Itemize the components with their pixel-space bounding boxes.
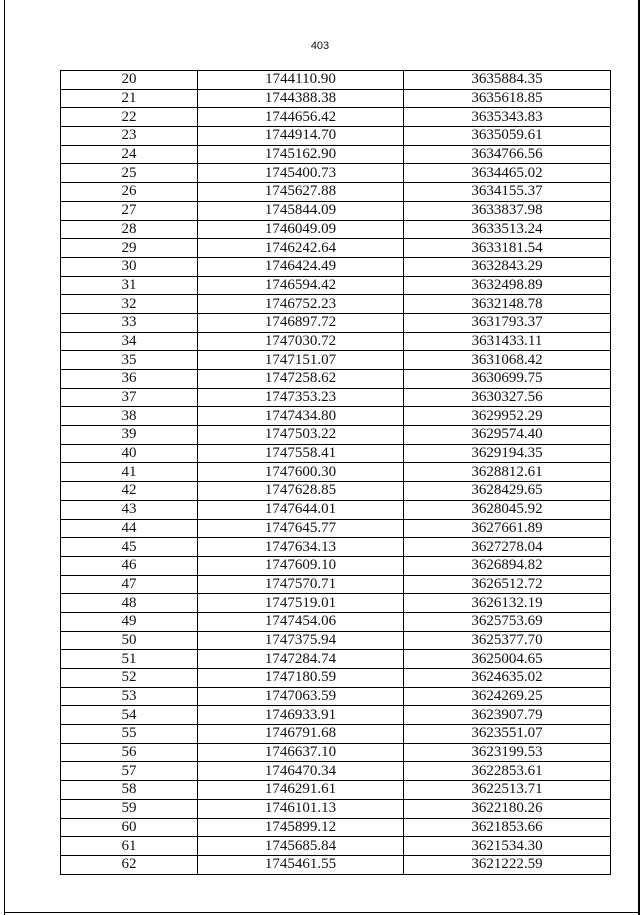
x-coordinate-cell: 1747570.71 [198, 575, 404, 594]
table-row [61, 370, 611, 389]
point-number-cell: 51 [61, 650, 198, 669]
table-row [61, 482, 611, 501]
y-coordinate-cell: 3631793.37 [404, 313, 611, 332]
table-row [61, 781, 611, 800]
y-coordinate-cell: 3634155.37 [404, 183, 611, 202]
table-row [61, 295, 611, 314]
table-row [61, 313, 611, 332]
point-number-cell: 24 [61, 145, 198, 164]
point-number-cell: 31 [61, 276, 198, 295]
x-coordinate-cell: 1747628.85 [198, 482, 404, 501]
y-coordinate-cell: 3626512.72 [404, 575, 611, 594]
y-coordinate-cell: 3635059.61 [404, 127, 611, 146]
y-coordinate-cell: 3629574.40 [404, 426, 611, 445]
point-number-cell: 48 [61, 594, 198, 613]
table-row [61, 164, 611, 183]
point-number-cell: 33 [61, 313, 198, 332]
x-coordinate-cell: 1746470.34 [198, 762, 404, 781]
point-number-cell: 62 [61, 855, 198, 874]
table-row [61, 145, 611, 164]
table-row [61, 108, 611, 127]
x-coordinate-cell: 1746637.10 [198, 743, 404, 762]
point-number-cell: 29 [61, 239, 198, 258]
y-coordinate-cell: 3635343.83 [404, 108, 611, 127]
table-row [61, 762, 611, 781]
coordinates-table-body [61, 71, 611, 875]
y-coordinate-cell: 3627278.04 [404, 538, 611, 557]
point-number-cell: 36 [61, 370, 198, 389]
y-coordinate-cell: 3621853.66 [404, 818, 611, 837]
table-row [61, 612, 611, 631]
table-row [61, 631, 611, 650]
x-coordinate-cell: 1744656.42 [198, 108, 404, 127]
y-coordinate-cell: 3623199.53 [404, 743, 611, 762]
point-number-cell: 41 [61, 463, 198, 482]
table-row [61, 257, 611, 276]
y-coordinate-cell: 3633513.24 [404, 220, 611, 239]
y-coordinate-cell: 3622513.71 [404, 781, 611, 800]
x-coordinate-cell: 1747600.30 [198, 463, 404, 482]
y-coordinate-cell: 3623907.79 [404, 706, 611, 725]
x-coordinate-cell: 1746752.23 [198, 295, 404, 314]
y-coordinate-cell: 3625377.70 [404, 631, 611, 650]
x-coordinate-cell: 1746242.64 [198, 239, 404, 258]
y-coordinate-cell: 3633181.54 [404, 239, 611, 258]
x-coordinate-cell: 1746424.49 [198, 257, 404, 276]
y-coordinate-cell: 3622853.61 [404, 762, 611, 781]
x-coordinate-cell: 1746049.09 [198, 220, 404, 239]
point-number-cell: 26 [61, 183, 198, 202]
point-number-cell: 44 [61, 519, 198, 538]
coordinates-table [60, 70, 611, 875]
x-coordinate-cell: 1746291.61 [198, 781, 404, 800]
x-coordinate-cell: 1745400.73 [198, 164, 404, 183]
y-coordinate-cell: 3630699.75 [404, 370, 611, 389]
point-number-cell: 50 [61, 631, 198, 650]
x-coordinate-cell: 1744388.38 [198, 89, 404, 108]
table-row [61, 519, 611, 538]
table-row [61, 687, 611, 706]
point-number-cell: 57 [61, 762, 198, 781]
point-number-cell: 30 [61, 257, 198, 276]
x-coordinate-cell: 1746791.68 [198, 725, 404, 744]
y-coordinate-cell: 3631433.11 [404, 332, 611, 351]
table-row [61, 575, 611, 594]
table-row [61, 276, 611, 295]
table-row [61, 594, 611, 613]
y-coordinate-cell: 3634465.02 [404, 164, 611, 183]
x-coordinate-cell: 1747180.59 [198, 669, 404, 688]
x-coordinate-cell: 1747258.62 [198, 370, 404, 389]
point-number-cell: 46 [61, 556, 198, 575]
point-number-cell: 54 [61, 706, 198, 725]
y-coordinate-cell: 3635618.85 [404, 89, 611, 108]
point-number-cell: 59 [61, 799, 198, 818]
table-row [61, 725, 611, 744]
table-row [61, 500, 611, 519]
x-coordinate-cell: 1747645.77 [198, 519, 404, 538]
x-coordinate-cell: 1747063.59 [198, 687, 404, 706]
x-coordinate-cell: 1747644.01 [198, 500, 404, 519]
page-number: 403 [310, 40, 330, 52]
point-number-cell: 40 [61, 444, 198, 463]
y-coordinate-cell: 3622180.26 [404, 799, 611, 818]
y-coordinate-cell: 3628045.92 [404, 500, 611, 519]
x-coordinate-cell: 1746897.72 [198, 313, 404, 332]
x-coordinate-cell: 1747558.41 [198, 444, 404, 463]
point-number-cell: 47 [61, 575, 198, 594]
y-coordinate-cell: 3628429.65 [404, 482, 611, 501]
y-coordinate-cell: 3634766.56 [404, 145, 611, 164]
x-coordinate-cell: 1746933.91 [198, 706, 404, 725]
x-coordinate-cell: 1747353.23 [198, 388, 404, 407]
point-number-cell: 21 [61, 89, 198, 108]
table-row [61, 388, 611, 407]
point-number-cell: 58 [61, 781, 198, 800]
table-row [61, 71, 611, 90]
point-number-cell: 35 [61, 351, 198, 370]
x-coordinate-cell: 1746594.42 [198, 276, 404, 295]
x-coordinate-cell: 1745899.12 [198, 818, 404, 837]
table-row [61, 407, 611, 426]
point-number-cell: 43 [61, 500, 198, 519]
point-number-cell: 45 [61, 538, 198, 557]
y-coordinate-cell: 3628812.61 [404, 463, 611, 482]
x-coordinate-cell: 1744110.90 [198, 71, 404, 90]
table-row [61, 426, 611, 445]
x-coordinate-cell: 1747634.13 [198, 538, 404, 557]
table-row [61, 706, 611, 725]
table-row [61, 837, 611, 856]
x-coordinate-cell: 1747030.72 [198, 332, 404, 351]
table-row [61, 127, 611, 146]
point-number-cell: 38 [61, 407, 198, 426]
point-number-cell: 23 [61, 127, 198, 146]
point-number-cell: 37 [61, 388, 198, 407]
table-row [61, 743, 611, 762]
table-row [61, 650, 611, 669]
y-coordinate-cell: 3625004.65 [404, 650, 611, 669]
table-row [61, 799, 611, 818]
table-row [61, 538, 611, 557]
x-coordinate-cell: 1744914.70 [198, 127, 404, 146]
table-row [61, 220, 611, 239]
table-row [61, 556, 611, 575]
x-coordinate-cell: 1747519.01 [198, 594, 404, 613]
point-number-cell: 49 [61, 612, 198, 631]
point-number-cell: 25 [61, 164, 198, 183]
table-row [61, 444, 611, 463]
page-edge-bottom [4, 912, 640, 913]
point-number-cell: 61 [61, 837, 198, 856]
x-coordinate-cell: 1745162.90 [198, 145, 404, 164]
y-coordinate-cell: 3632148.78 [404, 295, 611, 314]
y-coordinate-cell: 3632498.89 [404, 276, 611, 295]
table-row [61, 89, 611, 108]
table-row [61, 351, 611, 370]
y-coordinate-cell: 3624269.25 [404, 687, 611, 706]
y-coordinate-cell: 3624635.02 [404, 669, 611, 688]
point-number-cell: 34 [61, 332, 198, 351]
point-number-cell: 32 [61, 295, 198, 314]
x-coordinate-cell: 1745461.55 [198, 855, 404, 874]
x-coordinate-cell: 1745844.09 [198, 201, 404, 220]
point-number-cell: 55 [61, 725, 198, 744]
x-coordinate-cell: 1747434.80 [198, 407, 404, 426]
table-row [61, 201, 611, 220]
table-row [61, 818, 611, 837]
page-edge-left [4, 0, 5, 915]
x-coordinate-cell: 1745685.84 [198, 837, 404, 856]
table-row [61, 463, 611, 482]
point-number-cell: 39 [61, 426, 198, 445]
x-coordinate-cell: 1746101.13 [198, 799, 404, 818]
point-number-cell: 56 [61, 743, 198, 762]
x-coordinate-cell: 1747151.07 [198, 351, 404, 370]
y-coordinate-cell: 3629952.29 [404, 407, 611, 426]
table-row [61, 332, 611, 351]
x-coordinate-cell: 1745627.88 [198, 183, 404, 202]
y-coordinate-cell: 3621534.30 [404, 837, 611, 856]
point-number-cell: 20 [61, 71, 198, 90]
y-coordinate-cell: 3631068.42 [404, 351, 611, 370]
y-coordinate-cell: 3626894.82 [404, 556, 611, 575]
x-coordinate-cell: 1747375.94 [198, 631, 404, 650]
point-number-cell: 22 [61, 108, 198, 127]
y-coordinate-cell: 3626132.19 [404, 594, 611, 613]
y-coordinate-cell: 3632843.29 [404, 257, 611, 276]
y-coordinate-cell: 3635884.35 [404, 71, 611, 90]
point-number-cell: 60 [61, 818, 198, 837]
x-coordinate-cell: 1747503.22 [198, 426, 404, 445]
table-row [61, 669, 611, 688]
y-coordinate-cell: 3621222.59 [404, 855, 611, 874]
table-row [61, 183, 611, 202]
table-row [61, 855, 611, 874]
table-row [61, 239, 611, 258]
y-coordinate-cell: 3625753.69 [404, 612, 611, 631]
point-number-cell: 28 [61, 220, 198, 239]
x-coordinate-cell: 1747454.06 [198, 612, 404, 631]
point-number-cell: 53 [61, 687, 198, 706]
y-coordinate-cell: 3633837.98 [404, 201, 611, 220]
point-number-cell: 52 [61, 669, 198, 688]
y-coordinate-cell: 3630327.56 [404, 388, 611, 407]
x-coordinate-cell: 1747284.74 [198, 650, 404, 669]
point-number-cell: 42 [61, 482, 198, 501]
y-coordinate-cell: 3629194.35 [404, 444, 611, 463]
y-coordinate-cell: 3627661.89 [404, 519, 611, 538]
point-number-cell: 27 [61, 201, 198, 220]
y-coordinate-cell: 3623551.07 [404, 725, 611, 744]
x-coordinate-cell: 1747609.10 [198, 556, 404, 575]
